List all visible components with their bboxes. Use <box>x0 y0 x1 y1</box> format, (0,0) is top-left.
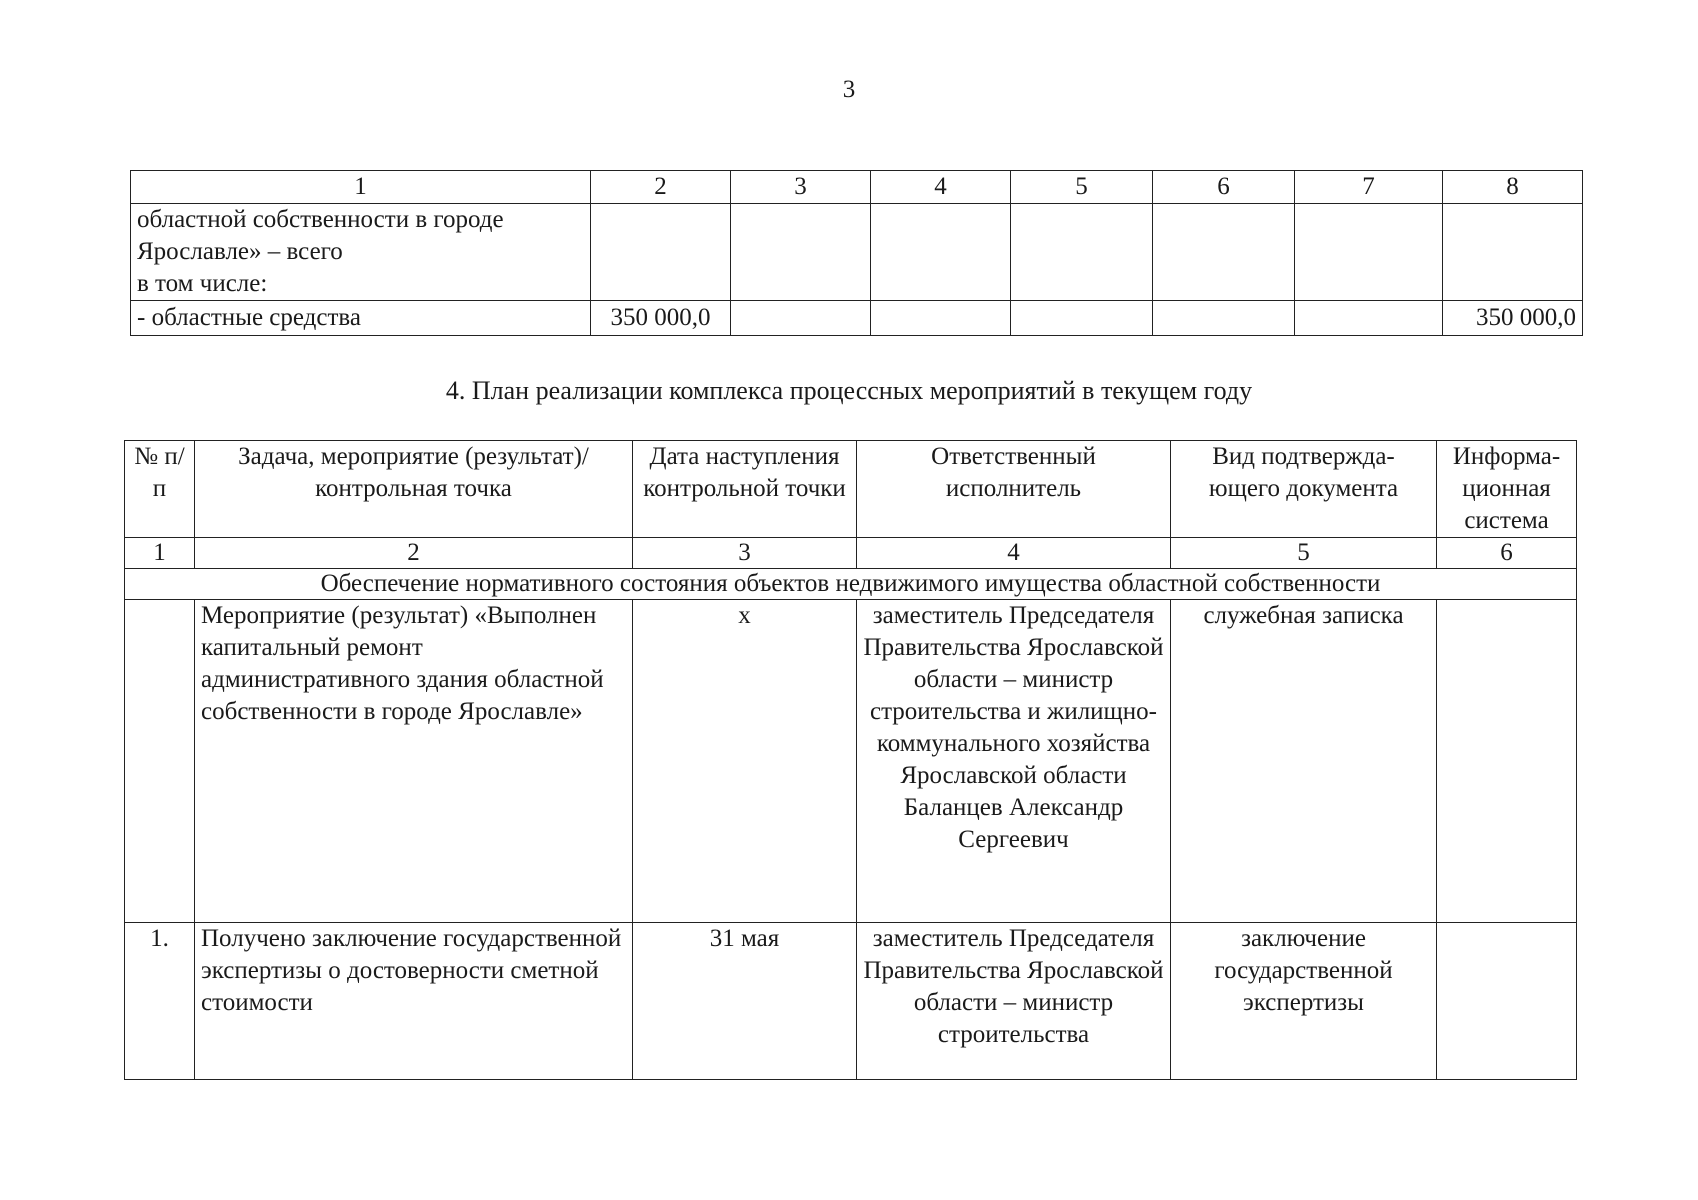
table-row <box>131 204 1583 301</box>
table-cell <box>1295 301 1443 336</box>
table-cell <box>591 204 731 301</box>
header-number: № п/п <box>125 441 195 538</box>
column-number: 3 <box>633 538 857 569</box>
column-number: 7 <box>1295 171 1443 204</box>
document-cell: служебная записка <box>1171 600 1437 923</box>
table-cell <box>1011 301 1153 336</box>
column-number: 5 <box>1011 171 1153 204</box>
table-row <box>125 600 1577 923</box>
group-title: Обеспечение нормативного состояния объектов недвижимого имущества областной собственности <box>125 569 1577 600</box>
responsible-cell: заместитель Председателя Правительства Ярославской области – министр строительства и жилищно-коммунального хозяйства Ярославской области Баланцев Александр Сергеевич <box>857 600 1171 923</box>
table-cell <box>1153 204 1295 301</box>
amount-cell: 350 000,0 <box>1443 301 1583 336</box>
page-number: 3 <box>842 76 856 103</box>
column-number: 6 <box>1437 538 1577 569</box>
header-responsible: Ответственный исполнитель <box>857 441 1171 538</box>
responsible-cell: заместитель Председателя Правительства Ярославской области – министр строительства <box>857 923 1171 1080</box>
table-cell <box>1295 204 1443 301</box>
table-cell <box>871 204 1011 301</box>
row-number: 1. <box>125 923 195 1080</box>
column-number: 4 <box>871 171 1011 204</box>
header-document: Вид подтвержда-ющего документа <box>1171 441 1437 538</box>
column-number: 3 <box>731 171 871 204</box>
row-number <box>125 600 195 923</box>
table-cell <box>1443 204 1583 301</box>
column-number: 4 <box>857 538 1171 569</box>
table-row <box>125 923 1577 1080</box>
table-cell <box>1153 301 1295 336</box>
row-label: - областные средства <box>131 301 591 336</box>
system-cell <box>1437 600 1577 923</box>
table-cell <box>1011 204 1153 301</box>
budget-table <box>130 170 1583 336</box>
header-task: Задача, мероприятие (результат)/ контрольная точка <box>195 441 633 538</box>
column-number: 1 <box>125 538 195 569</box>
column-number: 8 <box>1443 171 1583 204</box>
column-number-row <box>125 538 1577 569</box>
task-cell: Мероприятие (результат) «Выполнен капитальный ремонт административного здания областной собственности в городе Ярославле» <box>195 600 633 923</box>
column-number: 1 <box>131 171 591 204</box>
column-number: 2 <box>195 538 633 569</box>
date-cell: x <box>633 600 857 923</box>
row-label: областной собственности в городе Ярославле» – всего в том числе: <box>131 204 591 301</box>
group-row <box>125 569 1577 600</box>
budget-table-header <box>131 171 1583 204</box>
header-system: Информа-ционная система <box>1437 441 1577 538</box>
column-number: 2 <box>591 171 731 204</box>
table-row <box>131 301 1583 336</box>
document-cell: заключение государственной экспертизы <box>1171 923 1437 1080</box>
system-cell <box>1437 923 1577 1080</box>
header-date: Дата наступления контрольной точки <box>633 441 857 538</box>
date-cell: 31 мая <box>633 923 857 1080</box>
table-cell <box>871 301 1011 336</box>
amount-cell: 350 000,0 <box>591 301 731 336</box>
plan-table-header <box>125 441 1577 538</box>
task-cell: Получено заключение государственной экспертизы о достоверности сметной стоимости <box>195 923 633 1080</box>
table-cell <box>731 204 871 301</box>
column-number: 5 <box>1171 538 1437 569</box>
plan-table <box>124 440 1577 1080</box>
column-number: 6 <box>1153 171 1295 204</box>
table-cell <box>731 301 871 336</box>
section-title: 4. План реализации комплекса процессных мероприятий в текущем году <box>445 376 1253 405</box>
